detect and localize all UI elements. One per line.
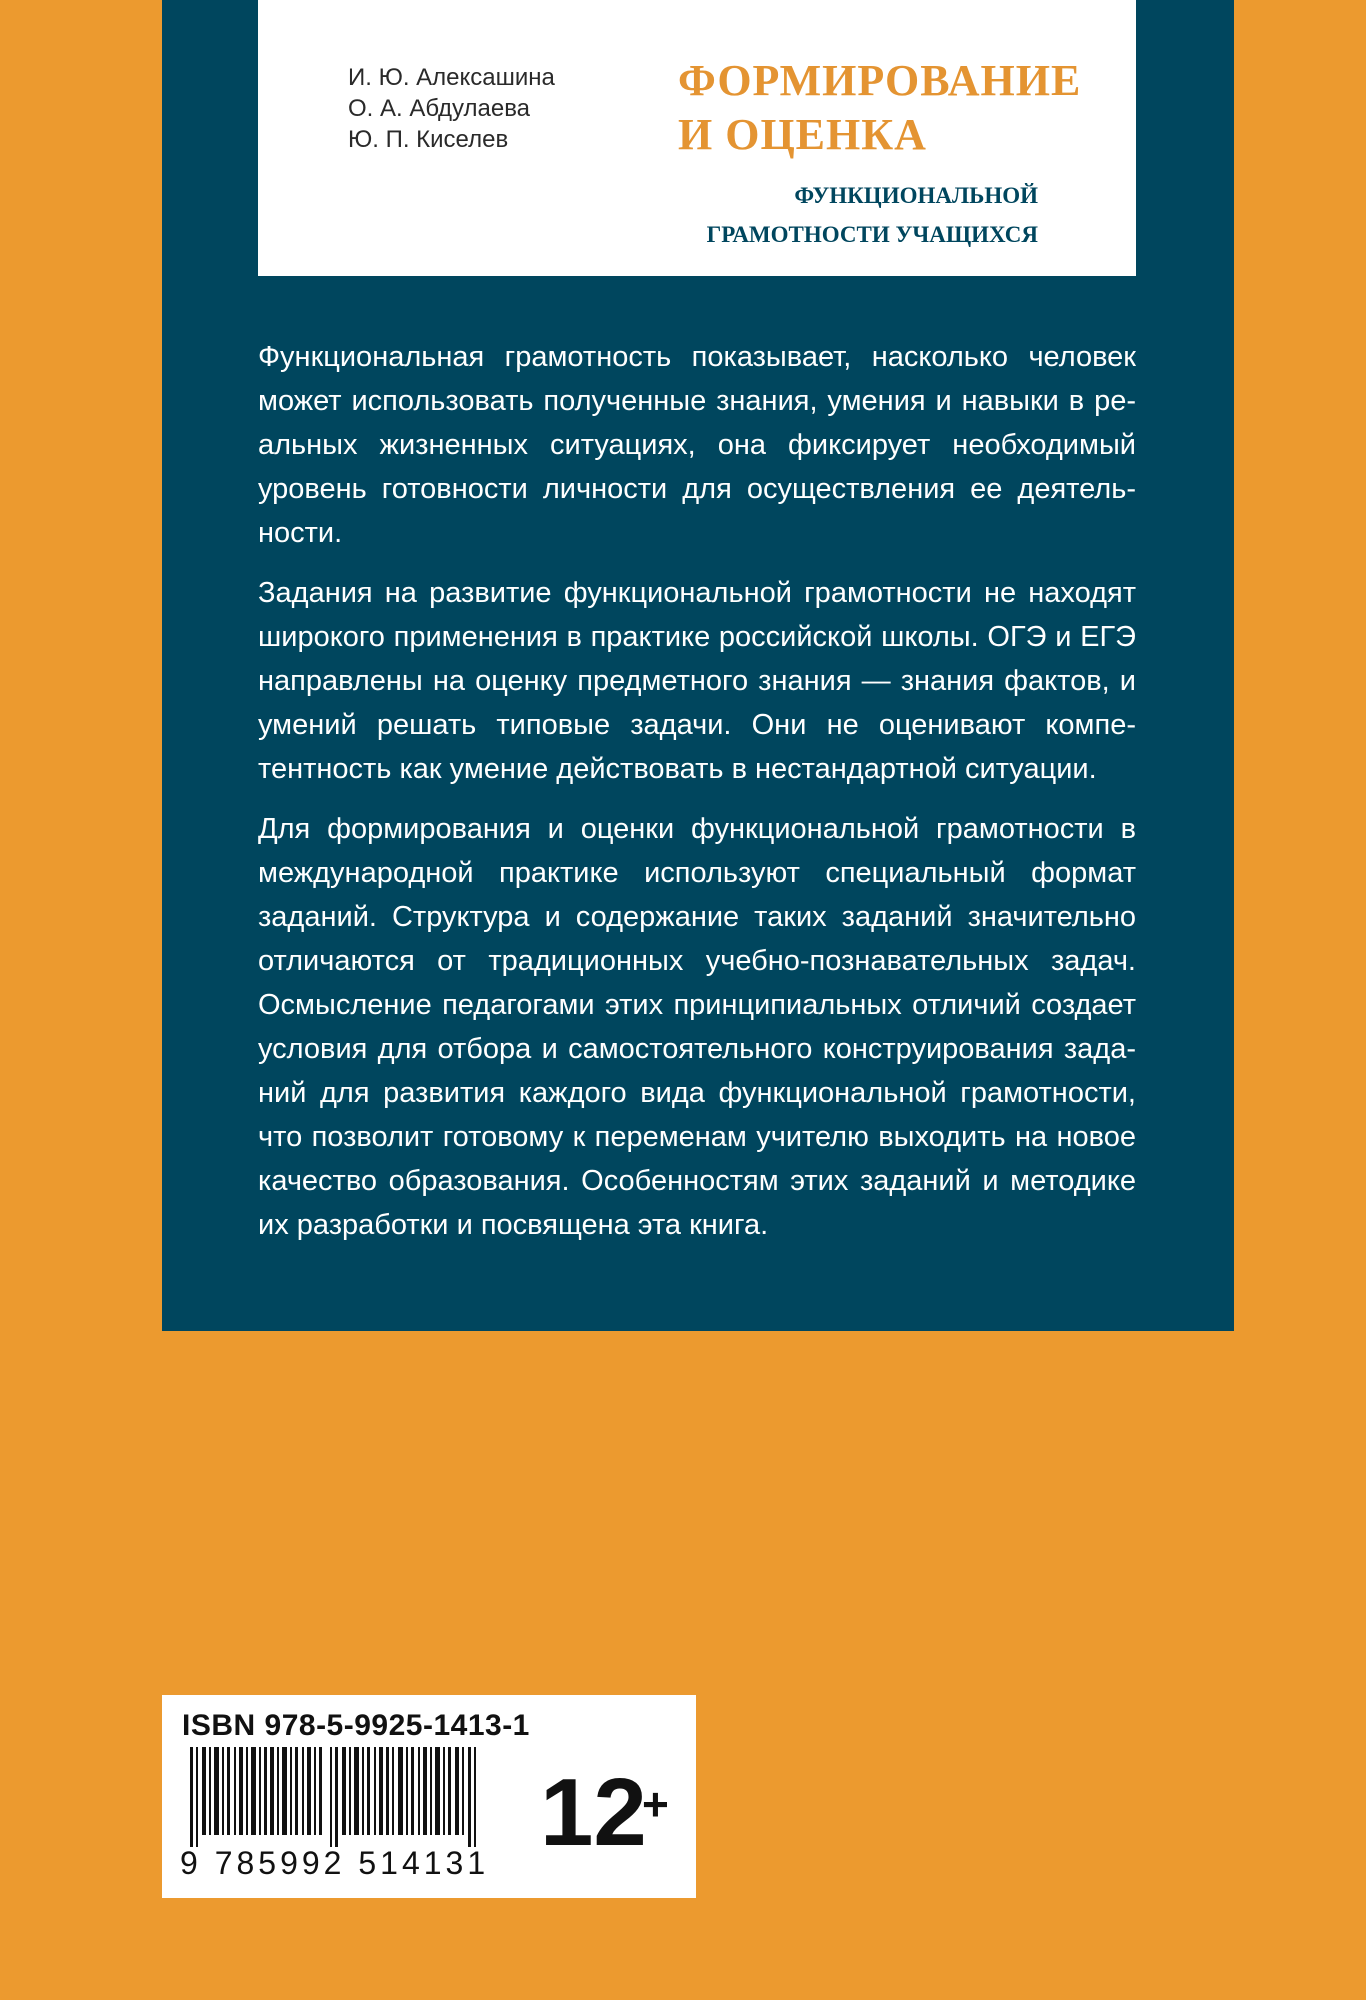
title-line-1: ФОРМИРОВАНИЕ	[678, 56, 1082, 105]
paragraph-3: Для формирования и оценки функциональной грамотности в международной практике используют специальный формат заданий. Структура и содержание таких заданий значительно отличаются от традиционных учебно-познавательных задач. Осмысление педагогами этих принципиальных отличий создает условия для отбора и самостоятельного конструирования заданий для развития каждого вида функциональной грамотности, что позволит готовому к переменам учителю выходить на новое качество образования. Особенностям этих заданий и методике их разработки и посвящена эта книга.	[258, 813, 1136, 1241]
author-1: И. Ю. Алексашина	[348, 64, 555, 91]
author-2: О. А. Абдулаева	[348, 95, 531, 122]
book-title	[678, 54, 1098, 254]
barcode-label	[162, 1695, 696, 1898]
age-rating: 12	[540, 1759, 647, 1866]
age-rating-plus: +	[642, 1778, 669, 1830]
title-box	[258, 0, 1136, 276]
paragraph-1: Функциональная грамотность показывает, насколько человек может использовать полученные знания, умения и навыки в реальных жизненных ситуациях, она фиксирует необходимый уровень готовности личности для осуществления ее деятельности.	[258, 341, 1136, 549]
paragraph-2: Задания на развитие функциональной грамотности не находят широкого применения в практике российской школы. ОГЭ и ЕГЭ направлены на оценку предметного знания — знания фактов, и умений решать типовые задачи. Они не оценивают компетентность как умение действовать в нестандартной ситуации.	[258, 577, 1136, 785]
title-line-2: И ОЦЕНКА	[678, 110, 927, 159]
subtitle-line-2: ГРАМОТНОСТИ УЧАЩИХСЯ	[706, 222, 1038, 247]
isbn-text: ISBN 978-5-9925-1413-1	[182, 1709, 530, 1742]
authors-list	[348, 62, 555, 155]
barcode-icon	[190, 1747, 500, 1847]
subtitle-line-1: ФУНКЦИОНАЛЬНОЙ	[794, 183, 1038, 208]
annotation-text	[258, 335, 1136, 1263]
author-3: Ю. П. Киселев	[348, 126, 509, 153]
barcode-digits: 9 785992 514131	[180, 1845, 490, 1881]
